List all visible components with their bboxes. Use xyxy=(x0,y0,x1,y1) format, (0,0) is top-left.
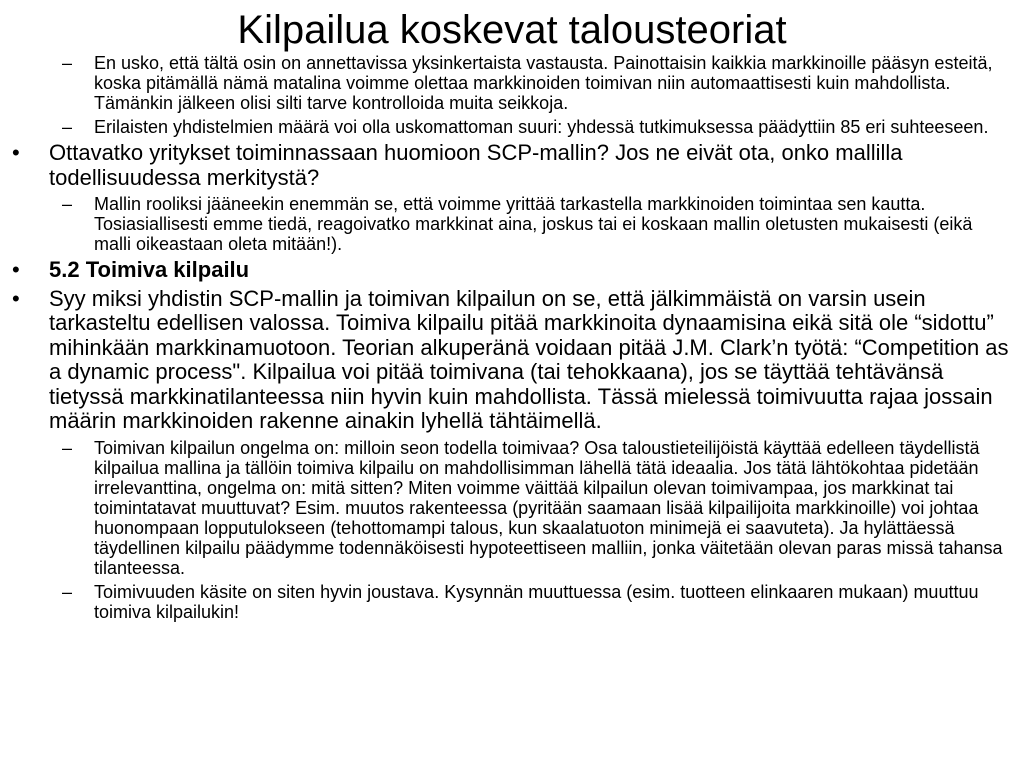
slide-title: Kilpailua koskevat talousteoriat xyxy=(237,8,787,52)
dash-marker: – xyxy=(62,194,73,214)
section-heading: 5.2 Toimiva kilpailu xyxy=(49,257,250,282)
sub-bullet-text: Toimivuuden käsite on siten hyvin joustava. Kysynnän muuttuessa (esim. tuotteen elinkaaren mukaan) muuttuu toimiva kilpailukin! xyxy=(94,581,979,622)
dash-marker: – xyxy=(62,437,73,458)
bullet-marker: • xyxy=(12,285,20,311)
bullet-marker: • xyxy=(12,140,20,165)
bullet-item xyxy=(8,287,1012,434)
sub-bullet-text: Toimivan kilpailun ongelma on: milloin seon todella toimivaa? Osa taloustieteilijöistä käyttää edelleen täydellistä kilpailua mallina ja tällöin toimiva kilpailu on mahdollisimman lähellä tätä ideaalia. Jos tätä lähtökohtaa pidetään irrelevanttina, ongelma on: mitä sitten? Miten voimme väittää kilpailun olevan toimivampaa, jos markkinat tai toimintatavat muuttuvat? Esim. muutos rakenteessa (pyritään saamaan lisää kilpailijoita markkinoille) voi johtaa huonompaan lopputulokseen (tehottomampi talous, kun skaalatuoton minimejä ei saavuteta). Ja hylättäessä täydellinen kilpailu päädymme todennäköisesti hypoteettiseen malliin, jonka väitetään olevan paras missä tahansa tilanteessa. xyxy=(94,437,1003,578)
dash-marker: – xyxy=(62,581,73,602)
bullet-text: Ottavatko yritykset toiminnassaan huomioon SCP-mallin? Jos ne eivät ota, onko mallilla todellisuudessa merkitystä? xyxy=(49,140,903,190)
dash-marker: – xyxy=(62,117,73,137)
bullet-item-heading xyxy=(8,258,1012,283)
sub-bullet-item xyxy=(8,438,1012,578)
bullet-item xyxy=(8,141,1012,190)
sub-bullet-item xyxy=(8,582,1012,622)
sub-bullet-text: Mallin rooliksi jääneekin enemmän se, että voimme yrittää tarkastella markkinoiden toimintaa sen kautta. Tosiasiallisesti emme tiedä, reagoivatko markkinat aina, joskus tai ei koskaan mallin oletusten mukaisesti (eikä malli oikeastaan oleta mitään!). xyxy=(94,194,973,254)
sub-bullet-text: En usko, että tältä osin on annettavissa yksinkertaista vastausta. Painottaisin kaikkia markkinoille pääsyn esteitä, koska pitämällä nämä matalina voimme olettaa markkinoiden toimivan niin automaattisesti kuin mahdollista. Tämänkin jälkeen olisi silti tarve kontrolloida muita seikkoja. xyxy=(94,53,993,113)
sub-bullet-text: Erilaisten yhdistelmien määrä voi olla uskomattoman suuri: yhdessä tutkimuksessa päädyttiin 85 eri suhteeseen. xyxy=(94,117,989,137)
bullet-text: Syy miksi yhdistin SCP-mallin ja toimivan kilpailun on se, että jälkimmäistä on varsin usein tarkasteltu edellisen valossa. Toimiva kilpailu pitää markkinoita dynaamisina eikä sitä ole “sidottu” mihinkään markkinamuotoon. Teorian alkuperänä voidaan pitää J.M. Clark’n työtä: “Competition as a dynamic process". Kilpailua voi pitää toimivana (tai tehokkaana), jos se täyttää tehtävänsä tietyssä markkinatilanteessa niin hyvin kuin mahdollista. Tässä mielessä toimivuutta rajaa jossain määrin markkinoiden rakenne ainakin lyhellä tähtäimellä. xyxy=(49,285,1009,433)
bullet-marker: • xyxy=(12,257,20,282)
dash-marker: – xyxy=(62,53,73,73)
sub-bullet-item xyxy=(8,53,1012,113)
sub-bullet-item xyxy=(8,194,1012,254)
slide-body xyxy=(8,53,1012,626)
sub-bullet-item xyxy=(8,117,1012,137)
